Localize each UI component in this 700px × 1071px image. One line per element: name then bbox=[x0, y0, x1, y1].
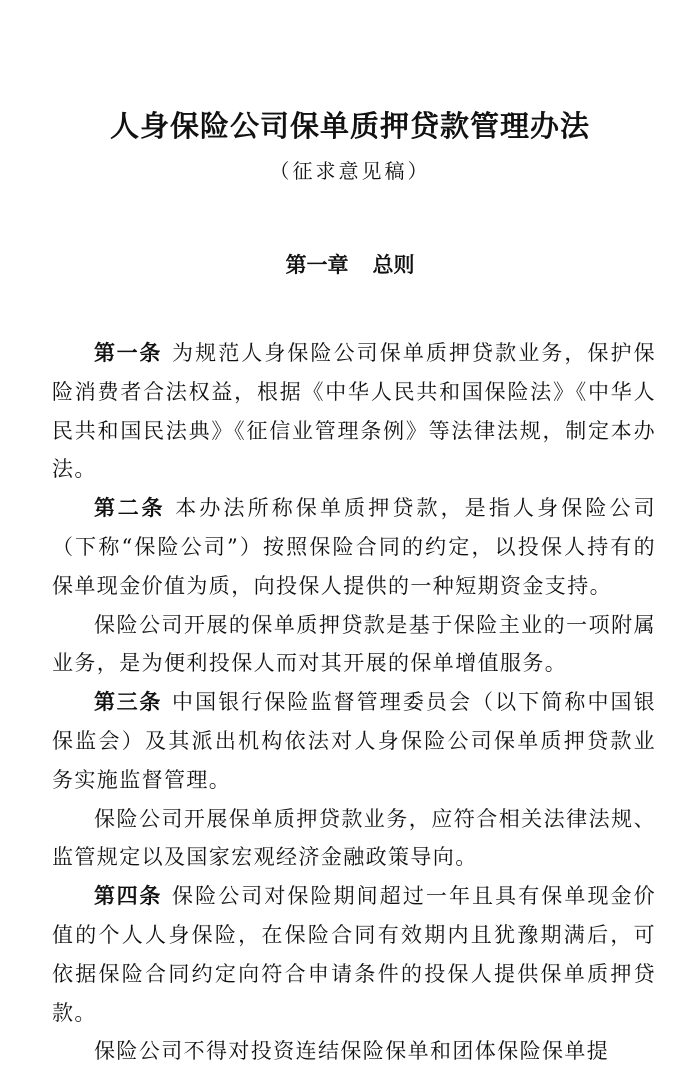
article-number: 第四条 bbox=[94, 884, 163, 909]
article-2-continuation-paragraph bbox=[52, 606, 656, 684]
article-number: 第一条 bbox=[94, 341, 163, 365]
article-1-paragraph bbox=[52, 334, 656, 489]
document-subtitle: （征求意见稿） bbox=[269, 159, 431, 183]
article-number: 第二条 bbox=[94, 496, 166, 521]
paragraph-text: 保险公司不得对投资连结保险保单和团体保险保单提 bbox=[94, 1039, 610, 1064]
article-3-continuation-paragraph bbox=[52, 800, 656, 878]
article-text: 中国银行保险监督管理委员会（以下简称中国银保监会）及其派出机构依法对人身保险公司保单质押贷款业务实施监督管理。 bbox=[52, 690, 657, 792]
article-number: 第三条 bbox=[94, 690, 163, 715]
document-title: 人身保险公司保单质押贷款管理办法 bbox=[109, 109, 590, 143]
document-body bbox=[52, 334, 656, 1071]
article-text: 保险公司对保险期间超过一年且具有保单现金价值的个人人身保险，在保险合同有效期内且犹豫期满后，可依据保险合同约定向符合申请条件的投保人提供保单质押贷款。 bbox=[52, 884, 657, 1025]
chapter-number: 第一章 bbox=[285, 253, 349, 277]
paragraph-text: 保险公司开展保单质押贷款业务，应符合相关法律法规、监管规定以及国家宏观经济金融政策导向。 bbox=[52, 806, 656, 870]
article-2-paragraph bbox=[52, 489, 656, 605]
article-3-paragraph bbox=[52, 683, 656, 799]
chapter-name: 总则 bbox=[372, 253, 415, 277]
article-text: 为规范人身保险公司保单质押贷款业务，保护保险消费者合法权益，根据《中华人民共和国保险法》《中华人民共和国民法典》《征信业管理条例》等法律法规，制定本办法。 bbox=[52, 341, 657, 482]
article-4-continuation-paragraph bbox=[52, 1032, 656, 1071]
paragraph-text: 保险公司开展的保单质押贷款是基于保险主业的一项附属业务，是为便利投保人而对其开展的保单增值服务。 bbox=[52, 612, 656, 676]
article-4-paragraph bbox=[52, 877, 656, 1032]
article-text: 本办法所称保单质押贷款，是指人身保险公司（下称“保险公司”）按照保险合同的约定，以投保人持有的保单现金价值为质，向投保人提供的一种短期资金支持。 bbox=[52, 496, 657, 598]
chapter-heading bbox=[0, 249, 700, 281]
